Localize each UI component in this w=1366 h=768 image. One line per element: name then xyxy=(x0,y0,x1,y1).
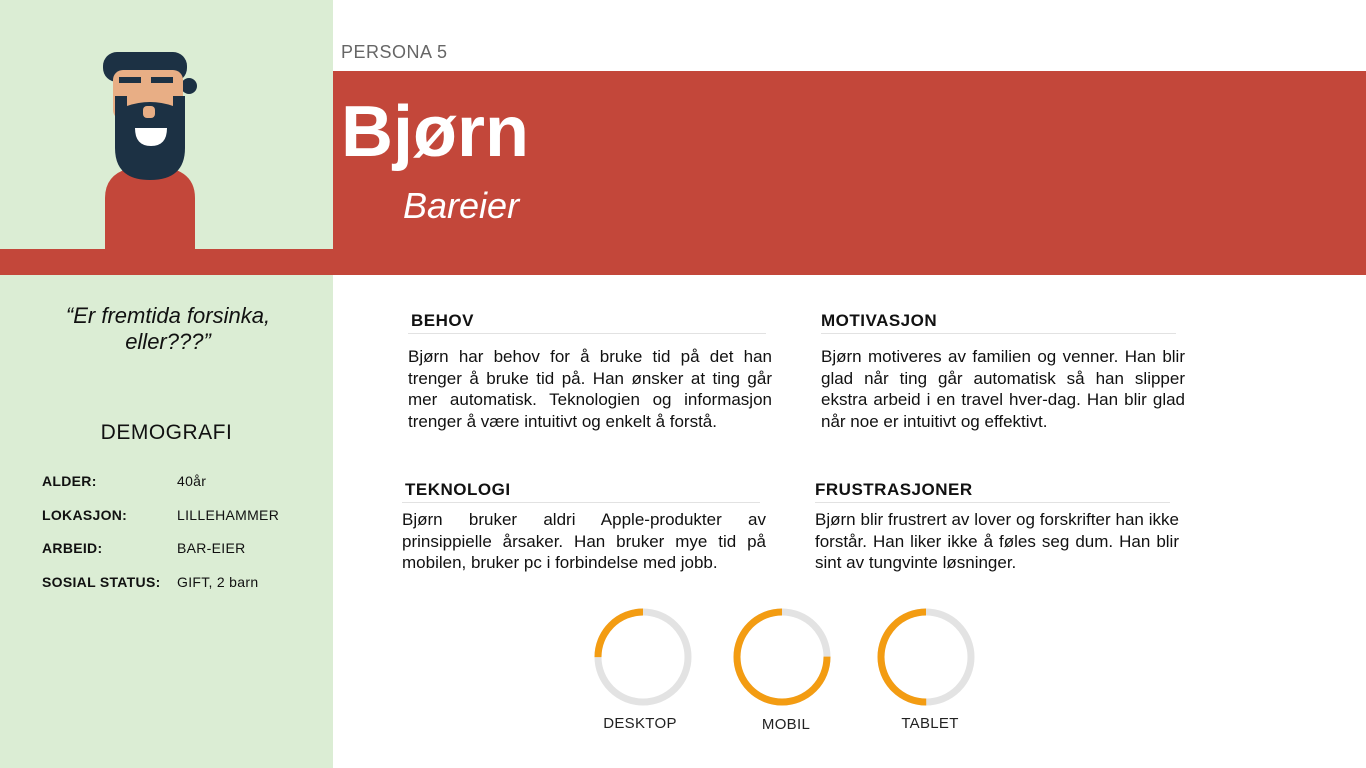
persona-name: Bjørn xyxy=(341,92,529,172)
demographics-row xyxy=(42,507,322,527)
section-title: BEHOV xyxy=(408,311,766,334)
demographics-title: DEMOGRAFI xyxy=(100,421,233,444)
section-title: FRUSTRASJONER xyxy=(815,480,1170,503)
persona-label: PERSONA 5 xyxy=(341,42,448,62)
device-ring-tablet xyxy=(875,606,977,708)
device-label: MOBIL xyxy=(761,716,811,733)
demographics-value: LILLEHAMMER xyxy=(177,507,280,523)
device-ring-mobil xyxy=(731,606,833,708)
demographics-key: ARBEID: xyxy=(42,540,103,556)
header-stripe xyxy=(0,249,1366,275)
section-teknologi xyxy=(402,480,766,574)
section-frustrasjoner xyxy=(815,480,1179,574)
device-ring-desktop xyxy=(592,606,694,708)
demographics-key: SOSIAL STATUS: xyxy=(42,574,161,590)
demographics-key: ALDER: xyxy=(42,473,97,489)
section-title: MOTIVASJON xyxy=(821,311,1176,334)
demographics-value: GIFT, 2 barn xyxy=(177,574,259,590)
section-body: Bjørn bruker aldri Apple-produkter av prinsippielle årsaker. Han bruker mye tid på mobilen, bruker pc i forbindelse med jobb. xyxy=(402,510,766,572)
device-label: TABLET xyxy=(901,715,959,732)
avatar-illustration xyxy=(95,48,205,250)
demographics-key: LOKASJON: xyxy=(42,507,128,523)
section-body: Bjørn blir frustrert av lover og forskrifter han ikke forstår. Han liker ikke å føles seg dum. Han blir sint av tungvinte løsninger. xyxy=(815,510,1179,572)
persona-quote: “Er fremtida forsinka, eller???” xyxy=(65,303,271,355)
device-label: DESKTOP xyxy=(603,715,677,732)
section-body: Bjørn motiveres av familien og venner. Han blir glad når ting går automatisk så han slipper ekstra arbeid i en travel hver-dag. Han blir glad når noe er intuitivt og effektivt. xyxy=(821,347,1185,431)
demographics-value: BAR-EIER xyxy=(177,540,246,556)
demographics-row xyxy=(42,473,322,493)
section-motivasjon xyxy=(821,311,1185,432)
section-behov xyxy=(408,311,772,432)
demographics-value: 40år xyxy=(177,473,207,489)
demographics-row xyxy=(42,574,322,594)
demographics-row xyxy=(42,540,322,560)
section-body: Bjørn har behov for å bruke tid på det han trenger å bruke tid på. Han ønsker at ting går mer automatisk. Teknologien og informasjon trenger å være intuitivt og enkelt å forstå. xyxy=(408,347,772,431)
persona-role: Bareier xyxy=(403,185,520,226)
section-title: TEKNOLOGI xyxy=(402,480,760,503)
